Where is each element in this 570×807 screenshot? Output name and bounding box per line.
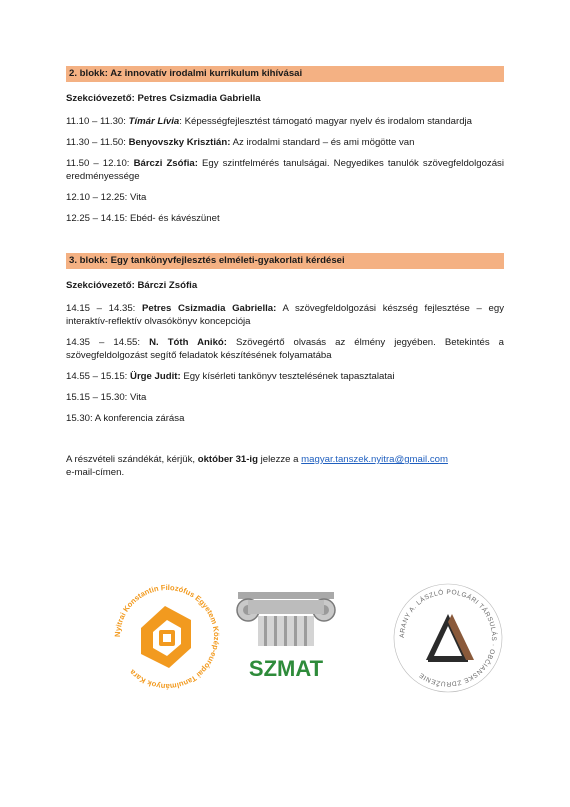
item-time: 14.55 – 15.15: <box>66 371 131 382</box>
note-text: e-mail-címen. <box>66 467 125 478</box>
logos-row <box>0 578 570 718</box>
note-text: A részvételi szándékát, kérjük, <box>66 454 198 465</box>
item-speaker: Bárczi Zsófia: <box>133 158 198 169</box>
logo3-ring-text: ARANY A. LÁSZLÓ POLGÁRI TÁRSULÁS · OBČIANSKE ZDRUŽENIE <box>398 588 498 688</box>
logo1-ring-text: Nyitrai Konstantin Filozófus Egyetem Közép-európai Tanulmányok Kara <box>112 582 222 692</box>
block2-chair <box>66 92 504 105</box>
email-link[interactable]: magyar.tanszek.nyitra@gmail.com <box>301 454 448 465</box>
item-time: 14.35 – 14.55: <box>66 337 150 348</box>
item-speaker: Ürge Judit: <box>130 371 181 382</box>
item-time: 11.10 – 11.30: <box>66 116 129 127</box>
schedule-item <box>66 157 504 183</box>
chair-label: Szekcióvezető: <box>66 93 138 104</box>
block3-header: 3. blokk: Egy tankönyvfejlesztés elméleti-gyakorlati kérdései <box>66 253 504 269</box>
szmat-logo <box>232 586 340 694</box>
association-logo <box>392 582 504 694</box>
chair-name: Petres Csizmadia Gabriella <box>137 93 261 104</box>
schedule-item <box>66 302 504 328</box>
schedule-item <box>66 336 504 362</box>
item-title: : Képességfejlesztést támogató magyar nyelv és irodalom standardja <box>179 116 473 127</box>
item-title: Szövegértő olvasás az élmény jegyében. Betekintés a szövegfeldolgozást segítő feladatok készítésének folyamatába <box>66 337 504 361</box>
item-title: Az irodalmi standard – és ami mögötte van <box>230 137 415 148</box>
szmat-text: SZMAT <box>248 656 324 681</box>
document-page <box>66 66 504 479</box>
item-speaker: Petres Csizmadia Gabriella: <box>141 303 277 314</box>
schedule-item <box>66 136 504 149</box>
schedule-item: 12.10 – 12.25: Vita <box>66 192 147 203</box>
university-logo <box>108 578 226 696</box>
item-title: Egy kísérleti tankönyv tesztelésének tapasztalatai <box>180 371 395 382</box>
registration-note <box>66 453 504 479</box>
schedule-item <box>66 370 504 383</box>
schedule-item <box>66 115 504 128</box>
note-text: jelezze a <box>257 454 302 465</box>
item-speaker: Benyovszky Krisztián: <box>128 137 231 148</box>
schedule-item: 15.15 – 15.30: Vita <box>66 392 147 403</box>
item-speaker: Tímár Lívia <box>128 116 180 127</box>
item-title: A szövegfeldolgozási készség fejlesztése – egy interaktív-reflektív olvasókönyv koncepciója <box>66 303 504 327</box>
chair-label: Szekcióvezető: <box>66 280 138 291</box>
deadline: október 31-ig <box>197 454 258 465</box>
item-time: 11.30 – 11.50: <box>66 137 129 148</box>
item-time: 11.50 – 12.10: <box>66 158 134 169</box>
block3-chair <box>66 279 504 292</box>
item-title: Egy szintfelmérés tanulságai. Negyedikes tanulók szövegfeldolgozási eredményessége <box>66 158 504 182</box>
item-speaker: N. Tóth Anikó: <box>149 337 227 348</box>
block2-header: 2. blokk: Az innovatív irodalmi kurrikulum kihívásai <box>66 66 504 82</box>
schedule-item: 12.25 – 14.15: Ebéd- és kávészünet <box>66 213 220 224</box>
schedule-item: 15.30: A konferencia zárása <box>66 413 185 424</box>
item-time: 14.15 – 14.35: <box>66 303 142 314</box>
chair-name: Bárczi Zsófia <box>137 280 198 291</box>
